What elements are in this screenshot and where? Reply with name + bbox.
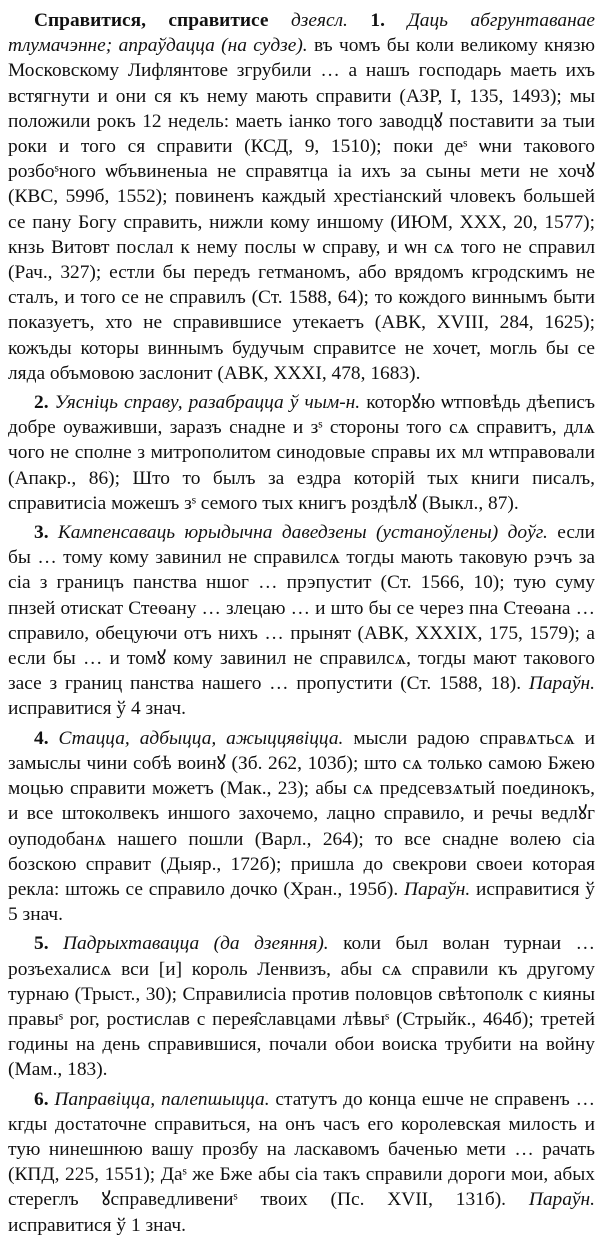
headword: Справитися, справитисе [34,10,269,31]
sense-gloss: Паправіцца, палепшыцца. [54,1088,270,1110]
sense-number: 6. [34,1088,49,1110]
sense-number: 1. [370,10,385,31]
sense-gloss: Даць абгрунтаванае тлумачэнне; апраўдацца (на судзе). [8,10,595,57]
sense-6 [8,1087,595,1238]
sense-citations: коли был волан турнаи … розъехалисѧ вси [и] король Ленвизъ, абы сѧ справили къ другому турнаю (Трыст., 30); Справилисіа против половцов свѣтополк с кияны правыˢ рог, ростислав с перея̑славцами лѣвыˢ (Стрыйк., 464б); третей годины на день справившися, почали обои воиска трубити на войну (Мам., 183). [8,933,595,1081]
sense-gloss: Стацца, адбыцца, ажыццявіцца. [58,727,344,749]
sense-number: 5. [34,933,49,955]
compare-label: Параўн. [404,878,471,900]
sense-citations: мысли радою справѧтьсѧ и замыслы чини собѣ воинꙋ (Зб. 262, 103б); што сѧ только самою Бжею моцью справити можетъ (Мак., 23); абы сѧ предсевзѧтый поединокъ, и все штоколвекъ иншого захочемо, лацно справило, и речы ведлꙋг оуподобанѧ нашего пошли (Варл., 264); то все снадне волею сіа бозскою справит (Дыяр., 172б); пришла до свекрови своеи которая рекла: штожь се справило дочко (Хран., 195б). [8,727,596,900]
sense-citations: въ чомъ бы коли великому князю Московскому Лифлянтове згрубили … а нашъ господарь маеть ихъ встягнути и они ся къ нему мають справити (АЗР, I, 135, 1493); мы положили рокъ 12 недель: маеть іанко того заводцꙋ поставити за тыи роки и того ся справити (КСД, 9, 1510); поки деˢ ѡни такового розбоˢного ѡбъвиненыа не справятца іа ихъ за сыны мети не хочꙋ (КВС, 599б, 1552); повиненъ каждый хрестіанский чловекъ большей се пану Богу справить, нижли кому иншому (ИЮМ, ХХХ, 20, 1577); кнзь Витовт послал к нему послы ѡ справу, и ѡн сѧ того не справил (Рач., 327); естли бы передъ гетманомъ, або врядомъ кгродскимъ не сталъ, и того се не справилъ (Ст. 1588, 64); то кождого виннымъ быти показуетъ, хто не справившисе утекаетъ (АВК, XVIII, 284, 1625); кожъды которы виннымъ будучым справитсе не хочет, могль бы се ляда объмовою заслонит (АВК, XXXI, 478, 1683). [8,35,595,384]
sense-3 [8,520,595,722]
sense-4 [8,726,595,928]
sense-number: 2. [34,392,49,414]
compare-reference: исправитися ў 4 знач. [8,698,186,720]
compare-reference: исправитися ў 1 знач. [8,1214,186,1236]
sense-2 [8,390,595,516]
compare-reference: исправитися ў 5 знач. [8,878,595,926]
sense-1 [8,8,595,386]
sense-number: 3. [34,522,49,544]
sense-5 [8,931,595,1082]
sense-number: 4. [34,727,49,749]
sense-gloss: Падрыхтавацца (да дзеяння). [63,933,329,955]
grammar-label: дзеясл. [290,10,348,31]
sense-gloss: Уясніць справу, разабрацца ў чым-н. [54,392,361,414]
sense-citations: статутъ до конца ешче не справенъ … кгды достаточне справиться, на онъ часъ его королевская милость и тую нинешнюю вашу прозбу на ласкавомъ баченью мети … рачать (КПД, 225, 1551); Даˢ же Бже абы сіа такъ справили дороги мои, абых стерeглъ ꙋсправедливениˢ твоих (Пс. XVII, 131б). [8,1088,595,1211]
compare-label: Параўн. [528,673,595,695]
sense-gloss: Кампенсаваць юрыдычна даведзены (устаноўлены) доўг. [57,522,548,544]
sense-citations: которꙋю ѡтповѣдь дѣеписъ добре оуваживши, заразъ снадне и зˢ стороны того сѧ справитъ, длѧ чого не сполне з митрополитом синодовые справы их мл ѡтправовали (Апакр., 86); Што то былъ за ездра которій тых книги писалъ, справитисіа можешъ зˢ семого тых книгъ роздѣлꙋ (Выкл., 87). [8,392,595,514]
compare-label: Параўн. [528,1189,595,1211]
sense-citations: если бы … тому кому завинил не справилсѧ тогды мають таковую рэчъ за сіа з границъ панства ншог … прэпустит (Ст. 1566, 10); тую суму пнзей отискат Стеѳану … злецаю … и што бы се через пна Стеѳана … справило, обецуючи отъ нихъ … прынят (АВК, XXXIX, 175, 1579); а если бы … и томꙋ кому завинил не справилсѧ, тогды мают такового засе з границ панства нашего … пропустити (Ст. 1588, 18). [8,522,595,695]
